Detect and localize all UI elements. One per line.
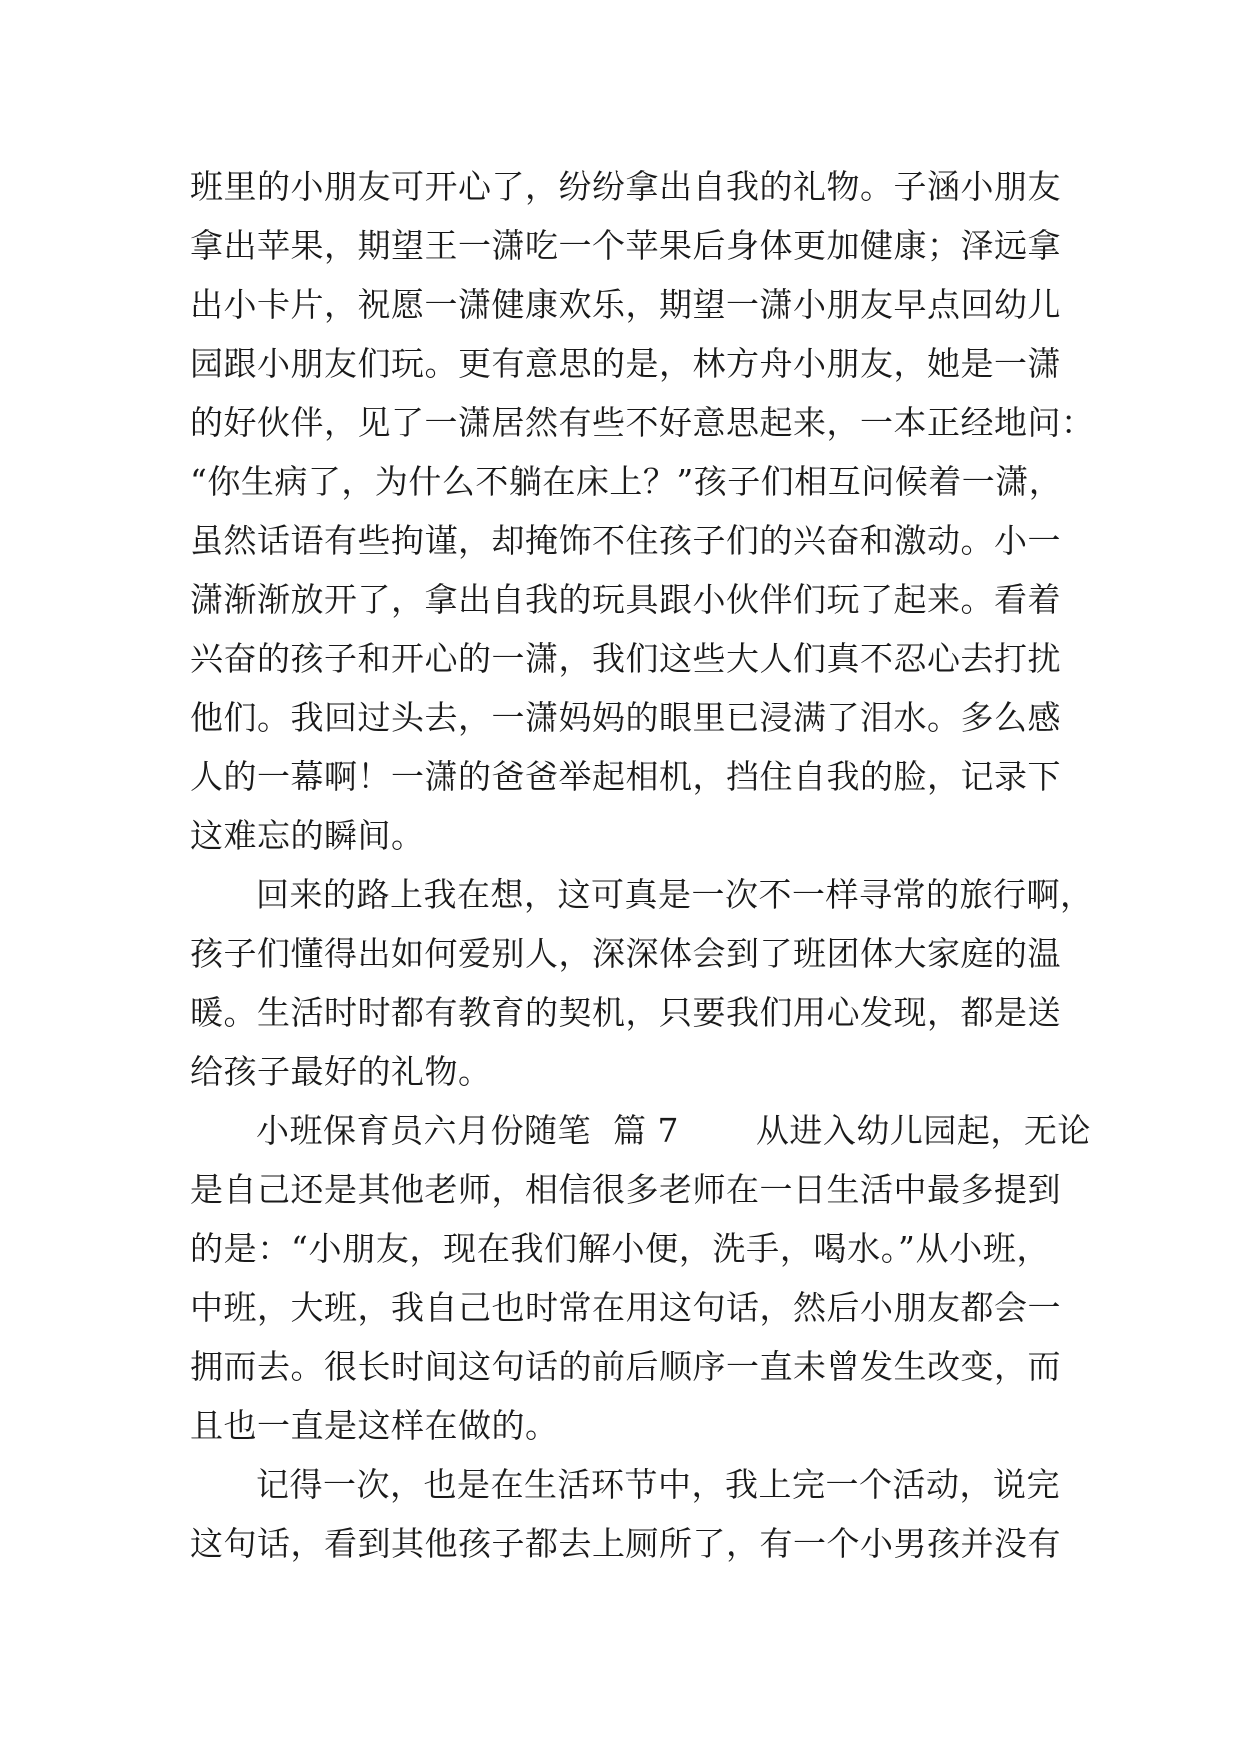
paragraph-4 [190, 1455, 1061, 1573]
body-text [190, 157, 1095, 1573]
text-line: 且也一直是这样在做的。 [190, 1406, 559, 1445]
text-line: 小班保育员六月份随笔 篇 7 从进入幼儿园起，无论 [256, 1111, 1091, 1150]
text-line: 他们。我回过头去，一潇妈妈的眼里已浸满了泪水。多么感 [190, 698, 1061, 737]
text-line: 园跟小朋友们玩。更有意思的是，林方舟小朋友，她是一潇 [190, 344, 1061, 383]
text-line: 潇渐渐放开了，拿出自我的玩具跟小伙伴们玩了起来。看着 [190, 580, 1061, 619]
text-line: 回来的路上我在想，这可真是一次不一样寻常的旅行啊， [256, 875, 1094, 914]
text-line: 拿出苹果，期望王一潇吃一个苹果后身体更加健康；泽远拿 [190, 226, 1061, 265]
text-line: 班里的小朋友可开心了，纷纷拿出自我的礼物。子涵小朋友 [190, 167, 1061, 206]
paragraph-1 [190, 157, 1095, 865]
text-line: 中班，大班，我自己也时常在用这句话，然后小朋友都会一 [190, 1288, 1061, 1327]
text-line: 这难忘的瞬间。 [190, 816, 425, 855]
paragraph-2 [190, 865, 1094, 1101]
text-line: 出小卡片，祝愿一潇健康欢乐，期望一潇小朋友早点回幼儿 [190, 285, 1061, 324]
text-line: 人的一幕啊！一潇的爸爸举起相机，挡住自我的脸，记录下 [190, 757, 1061, 796]
text-line: “你生病了，为什么不躺在床上？”孩子们相互问候着一潇， [190, 462, 1063, 501]
text-line: 给孩子最好的礼物。 [190, 1052, 492, 1091]
text-line: 记得一次，也是在生活环节中，我上完一个活动，说完 [256, 1465, 1060, 1504]
text-line: 兴奋的孩子和开心的一潇，我们这些大人们真不忍心去打扰 [190, 639, 1061, 678]
text-line: 的是：“小朋友，现在我们解小便，洗手，喝水。”从小班， [190, 1229, 1050, 1268]
text-line: 是自己还是其他老师，相信很多老师在一日生活中最多提到 [190, 1170, 1061, 1209]
text-line: 孩子们懂得出如何爱别人，深深体会到了班团体大家庭的温 [190, 934, 1061, 973]
text-line: 这句话，看到其他孩子都去上厕所了，有一个小男孩并没有 [190, 1524, 1061, 1563]
text-line: 暖。生活时时都有教育的契机，只要我们用心发现，都是送 [190, 993, 1061, 1032]
text-line: 拥而去。很长时间这句话的前后顺序一直未曾发生改变，而 [190, 1347, 1061, 1386]
text-line: 的好伙伴，见了一潇居然有些不好意思起来，一本正经地问： [190, 403, 1095, 442]
text-line: 虽然话语有些拘谨，却掩饰不住孩子们的兴奋和激动。小一 [190, 521, 1061, 560]
paragraph-3 [190, 1101, 1091, 1455]
